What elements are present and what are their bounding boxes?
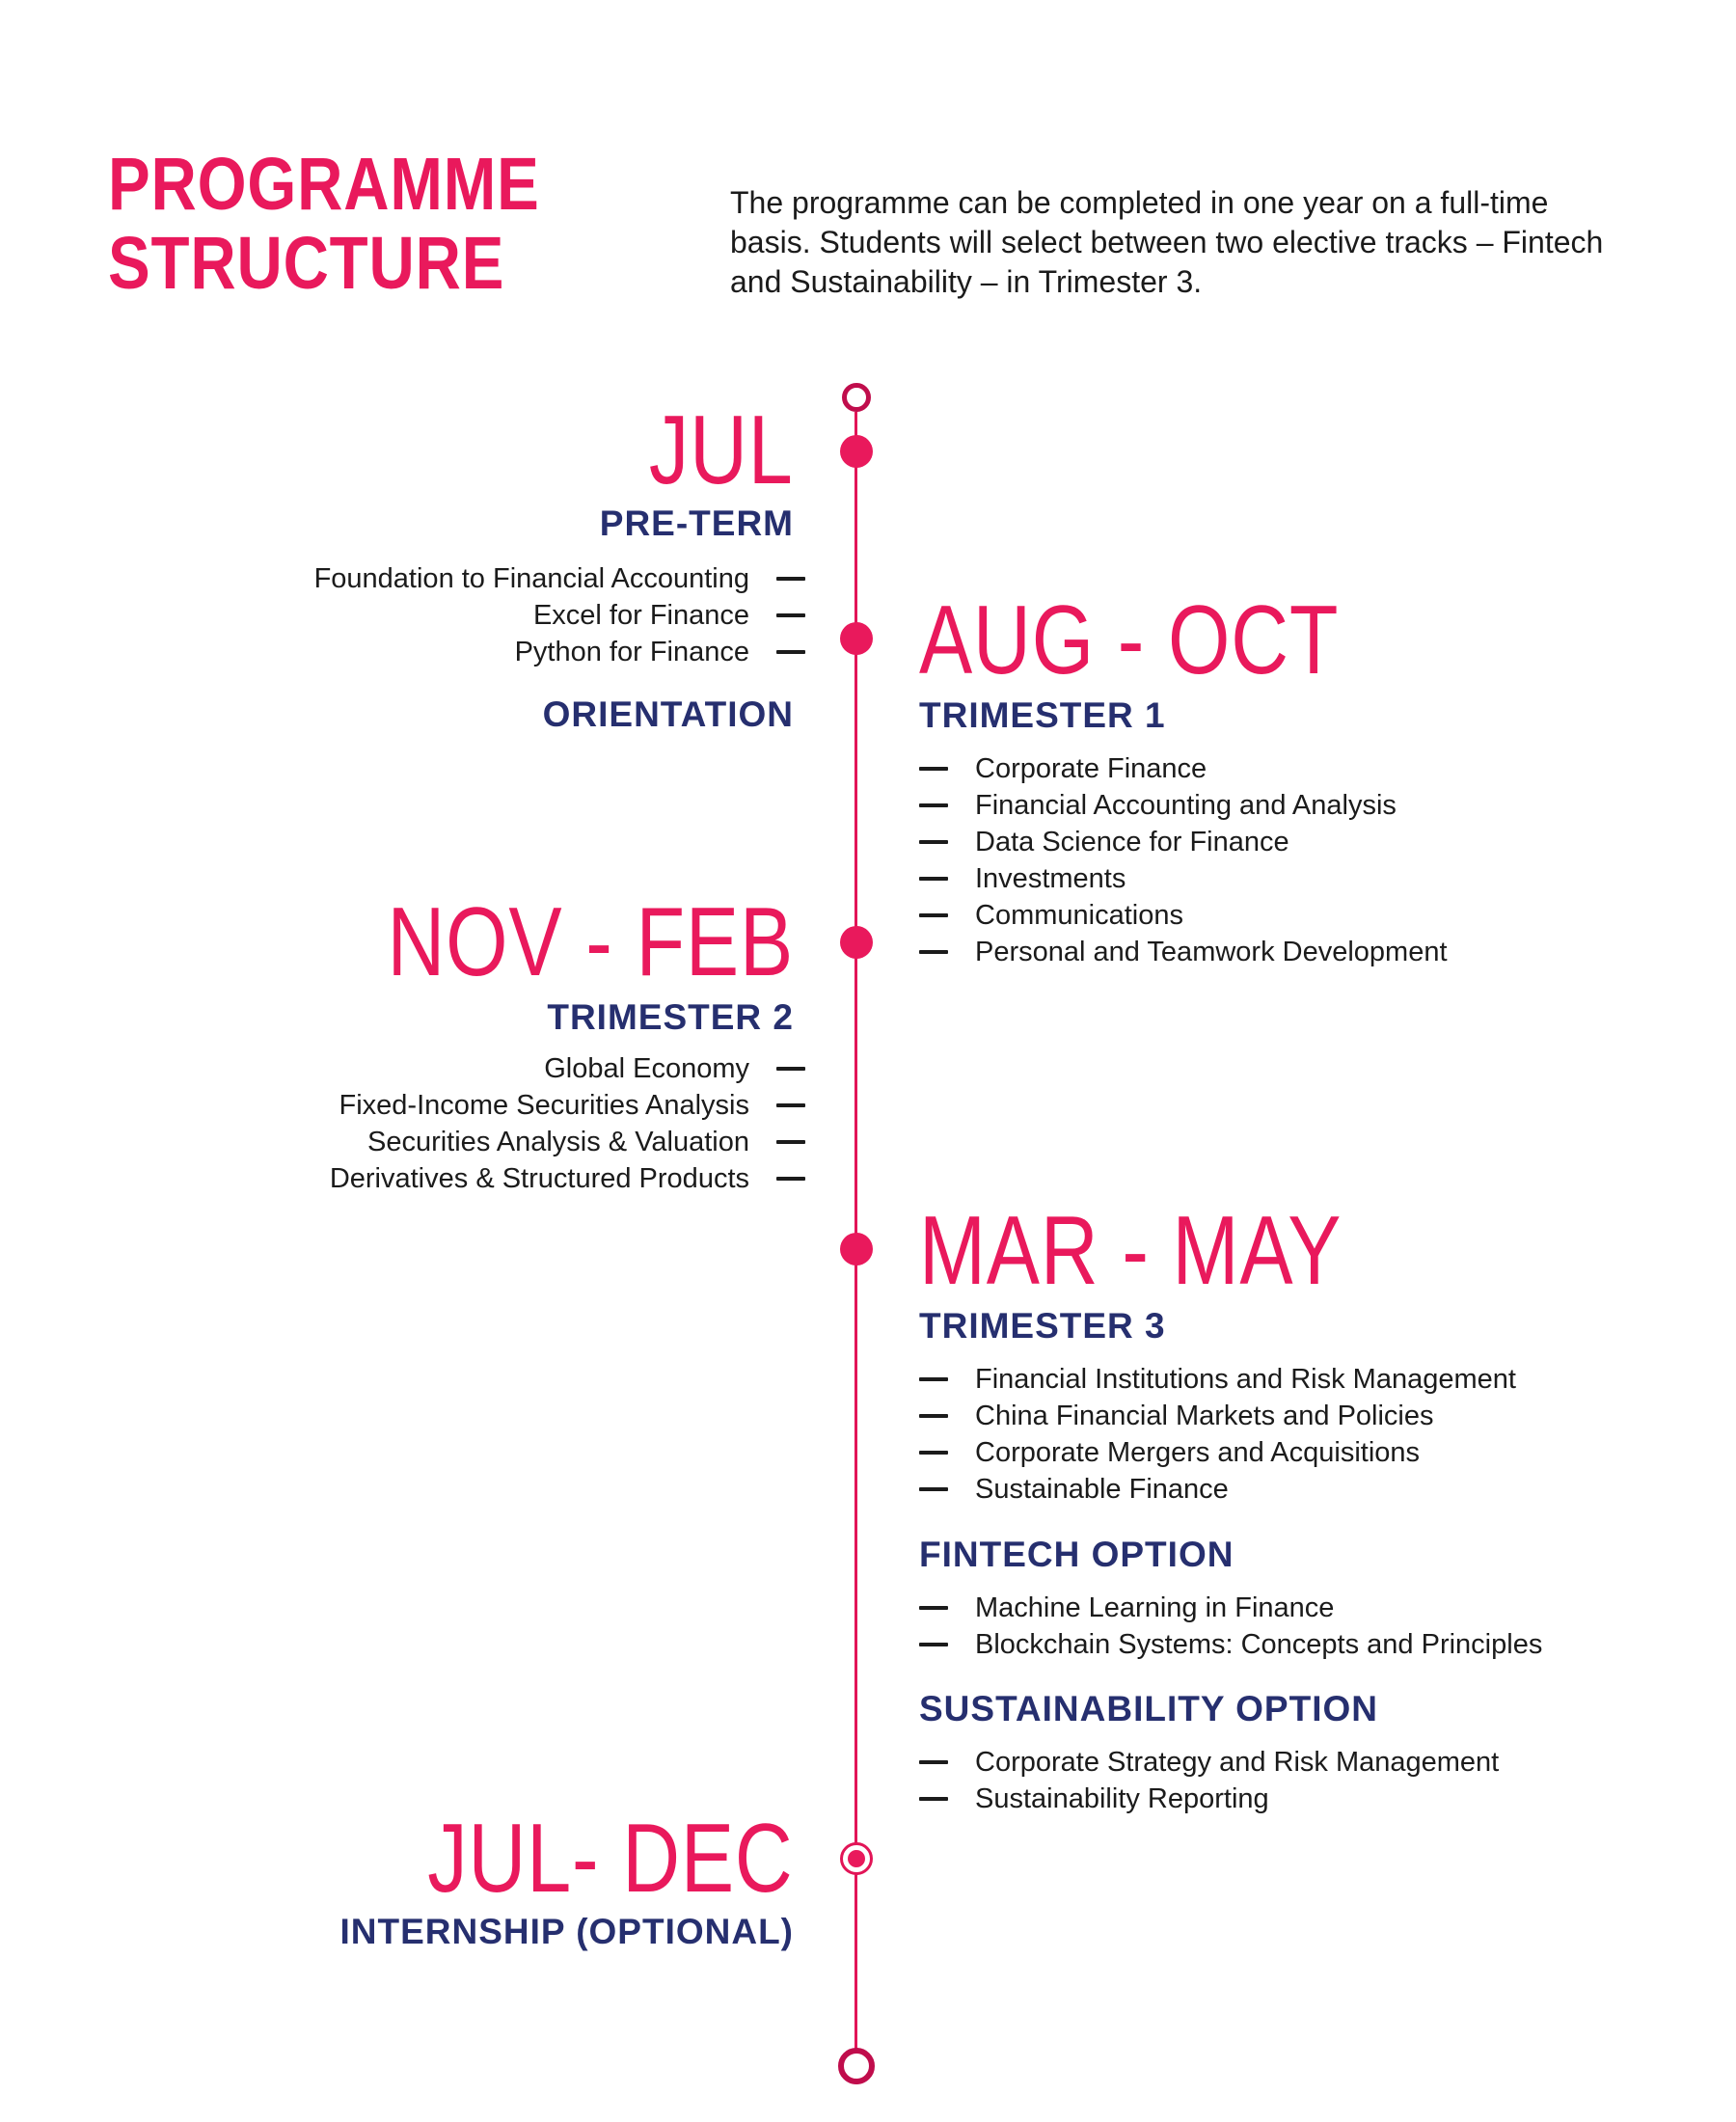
course-dash	[919, 1643, 948, 1646]
course-row	[919, 1398, 1434, 1434]
month-trimester1: AUG - OCT	[919, 586, 1340, 694]
course-dash	[919, 1760, 948, 1764]
course-row	[339, 1087, 806, 1124]
course-row	[515, 634, 805, 670]
course-row	[919, 1626, 1542, 1663]
course-row	[367, 1124, 805, 1160]
timeline-dot-preterm	[840, 435, 873, 468]
course-row	[919, 1361, 1516, 1398]
course-row	[330, 1160, 805, 1197]
course-dash	[776, 650, 805, 654]
course-dash	[919, 1377, 948, 1381]
timeline-dot-trimester2	[840, 926, 873, 959]
page-title	[108, 145, 540, 303]
course-dash	[919, 1797, 948, 1801]
page-title-line-1: PROGRAMME	[108, 143, 540, 226]
course-dash	[919, 767, 948, 771]
course-dash	[919, 840, 948, 844]
course-list-trimester2	[330, 1050, 805, 1197]
course-row	[533, 597, 805, 634]
heading-trimester1: TRIMESTER 1	[919, 695, 1166, 735]
course-row	[919, 824, 1289, 860]
course-dash	[919, 1414, 948, 1418]
course-dash	[776, 613, 805, 617]
course-label: Excel for Finance	[532, 599, 749, 631]
course-row	[919, 1744, 1499, 1781]
course-label: Corporate Strategy and Risk Management	[975, 1746, 1500, 1778]
course-dash	[776, 1140, 805, 1144]
course-dash	[919, 1487, 948, 1491]
course-dash	[776, 1103, 805, 1107]
course-label: Sustainability Reporting	[975, 1782, 1269, 1814]
course-row	[919, 1590, 1334, 1626]
timeline-end-ring	[838, 2048, 875, 2084]
timeline-line	[854, 412, 857, 2049]
course-dash	[919, 1606, 948, 1610]
course-row	[919, 1781, 1269, 1817]
course-label: Corporate Mergers and Acquisitions	[975, 1436, 1421, 1468]
intro-line: The programme can be completed in one year on a full-time	[730, 185, 1549, 220]
heading-fintech-option: FINTECH OPTION	[919, 1535, 1234, 1574]
intro-line: basis. Students will select between two elective tracks – Fintech	[730, 225, 1604, 259]
course-row	[919, 934, 1448, 970]
course-label: Communications	[975, 899, 1183, 931]
course-dash	[919, 1451, 948, 1455]
page-title-line-2: STRUCTURE	[108, 222, 505, 305]
intro-line: and Sustainability – in Trimester 3.	[730, 264, 1203, 299]
intro-paragraph	[730, 183, 1603, 302]
timeline-node-internship	[840, 1842, 873, 1875]
course-dash	[776, 577, 805, 581]
course-label: Global Economy	[544, 1052, 749, 1084]
course-label: Python for Finance	[514, 636, 749, 667]
course-row	[919, 787, 1397, 824]
heading-sustainability-option: SUSTAINABILITY OPTION	[919, 1689, 1378, 1728]
course-list-sustainability	[919, 1744, 1499, 1817]
course-label: Financial Institutions and Risk Management	[975, 1363, 1516, 1395]
timeline-dot-trimester3	[840, 1233, 873, 1265]
course-label: Machine Learning in Finance	[975, 1592, 1335, 1623]
heading-trimester2: TRIMESTER 2	[547, 997, 794, 1037]
heading-orientation: ORIENTATION	[542, 694, 794, 734]
course-label: Foundation to Financial Accounting	[313, 562, 749, 594]
course-label: Corporate Finance	[975, 752, 1207, 784]
timeline-start-ring	[842, 383, 871, 412]
course-label: Securities Analysis & Valuation	[366, 1126, 749, 1157]
course-label: China Financial Markets and Policies	[975, 1400, 1434, 1431]
course-row	[919, 860, 1126, 897]
heading-trimester3: TRIMESTER 3	[919, 1306, 1166, 1346]
course-row	[919, 1471, 1229, 1508]
course-row	[314, 560, 805, 597]
course-label: Derivatives & Structured Products	[329, 1162, 749, 1194]
course-label: Data Science for Finance	[975, 826, 1289, 857]
course-list-preterm	[314, 560, 805, 670]
course-label: Blockchain Systems: Concepts and Principles	[975, 1628, 1543, 1660]
course-label: Fixed-Income Securities Analysis	[339, 1089, 749, 1121]
month-trimester2: NOV - FEB	[387, 888, 794, 996]
course-row	[544, 1050, 805, 1087]
course-list-trimester3	[919, 1361, 1516, 1508]
course-dash	[919, 950, 948, 954]
heading-preterm: PRE-TERM	[599, 503, 794, 543]
heading-internship: INTERNSHIP (OPTIONAL)	[339, 1912, 794, 1951]
course-label: Personal and Teamwork Development	[975, 936, 1448, 967]
course-list-fintech	[919, 1590, 1542, 1663]
month-trimester3: MAR - MAY	[919, 1197, 1343, 1305]
course-dash	[919, 877, 948, 881]
month-preterm: JUL	[649, 396, 794, 504]
course-list-trimester1	[919, 750, 1448, 970]
course-dash	[776, 1177, 805, 1181]
course-label: Financial Accounting and Analysis	[975, 789, 1397, 821]
course-dash	[776, 1067, 805, 1071]
course-dash	[919, 913, 948, 917]
course-dash	[919, 803, 948, 807]
course-row	[919, 750, 1207, 787]
course-label: Investments	[975, 862, 1126, 894]
course-label: Sustainable Finance	[975, 1473, 1229, 1505]
timeline-dot-trimester1	[840, 622, 873, 655]
course-row	[919, 1434, 1420, 1471]
course-row	[919, 897, 1183, 934]
month-internship: JUL- DEC	[427, 1805, 794, 1913]
timeline-node-internship-core	[848, 1850, 865, 1867]
